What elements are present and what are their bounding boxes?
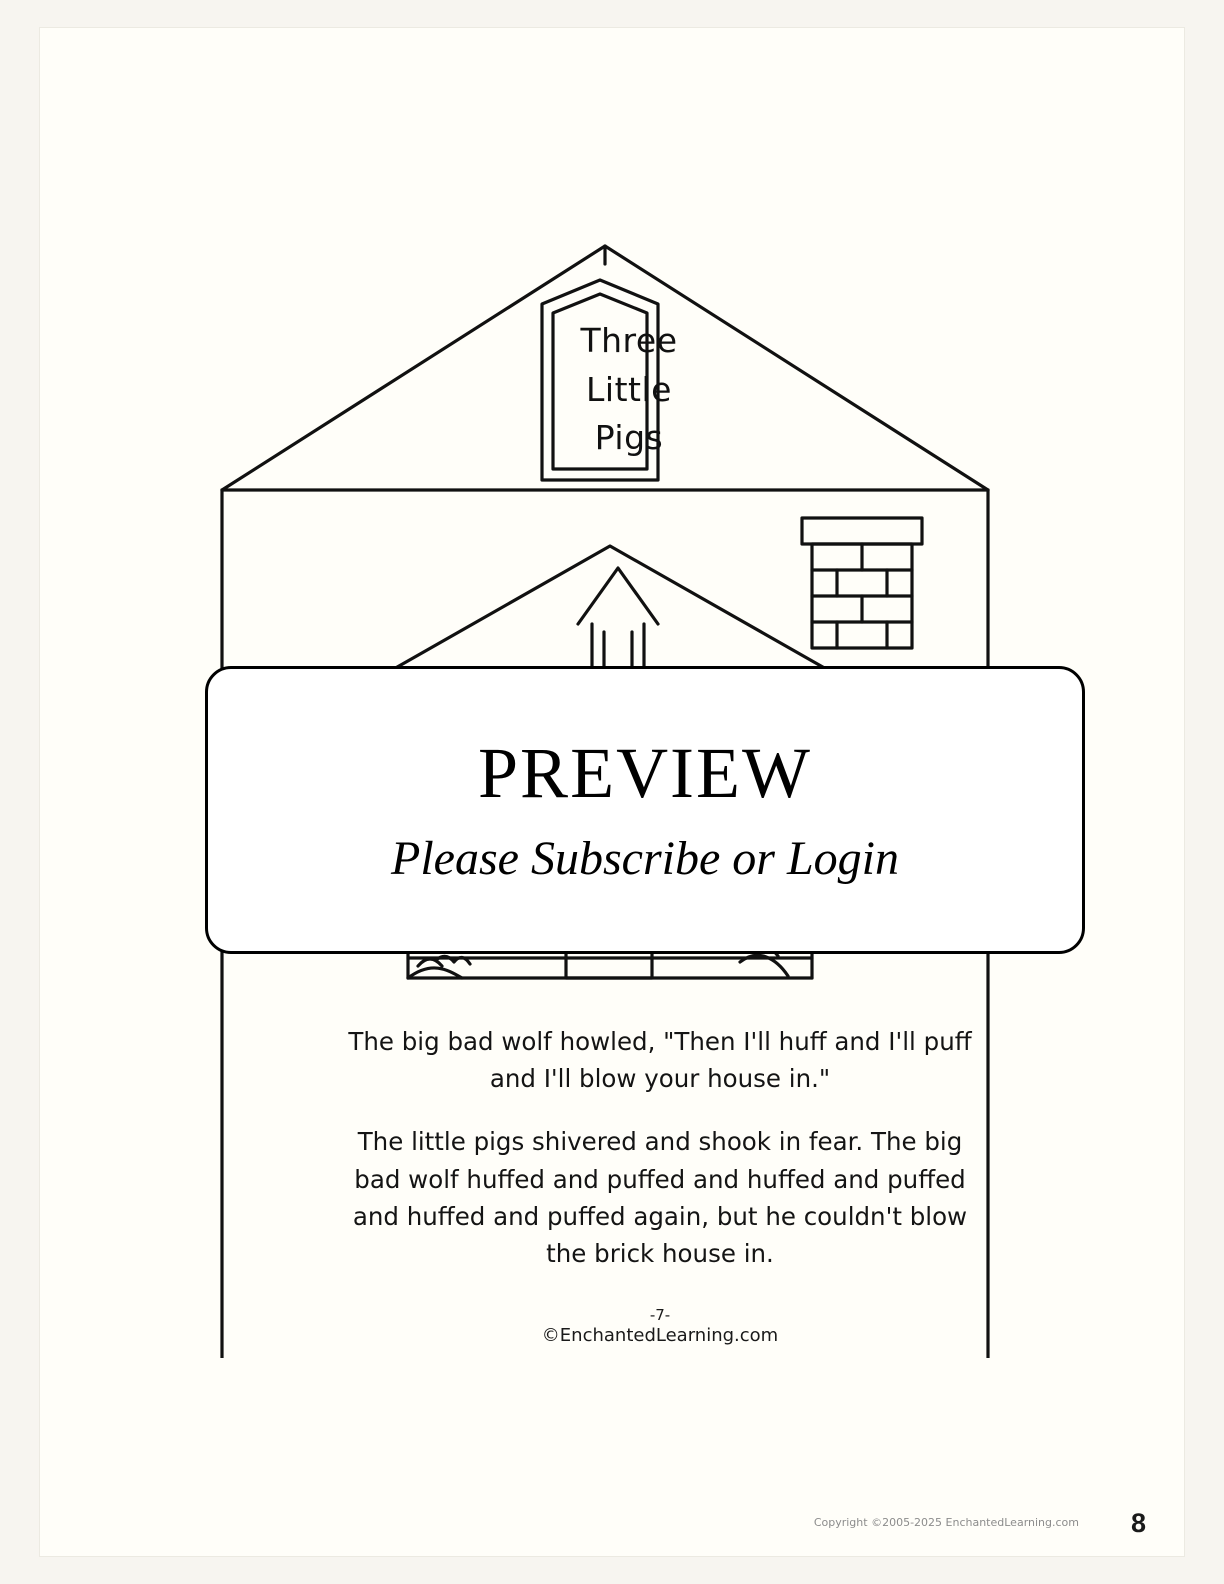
story-paragraph: The little pigs shivered and shook in fear. The big bad wolf huffed and puffed and huffed and puffed and huffed and puffed again, but he couldn't blow the brick house in. (352, 1127, 968, 1269)
copyright-text: Copyright ©2005-2025 EnchantedLearning.com (813, 1516, 1079, 1529)
copyright-row (40, 1508, 1184, 1548)
story-text (340, 1023, 980, 1272)
subscribe-or-login-prompt[interactable]: Please Subscribe or Login (391, 832, 899, 885)
book-title (539, 305, 719, 475)
page-number: 8 (1130, 1508, 1146, 1538)
preview-title: PREVIEW (478, 733, 812, 813)
story-page-marker: -7- (649, 1306, 671, 1324)
printable-page-sheet (40, 28, 1184, 1556)
preview-overlay-banner (205, 666, 1085, 954)
site-credit: ©EnchantedLearning.com (541, 1324, 779, 1346)
story-paragraph: The big bad wolf howled, "Then I'll huff and I'll puff and I'll blow your house in." (348, 1027, 972, 1094)
title-line-2: Little (586, 369, 672, 409)
title-line-3: Pigs (594, 418, 664, 458)
title-line-1: Three (580, 320, 678, 360)
page-footer (340, 1306, 980, 1347)
